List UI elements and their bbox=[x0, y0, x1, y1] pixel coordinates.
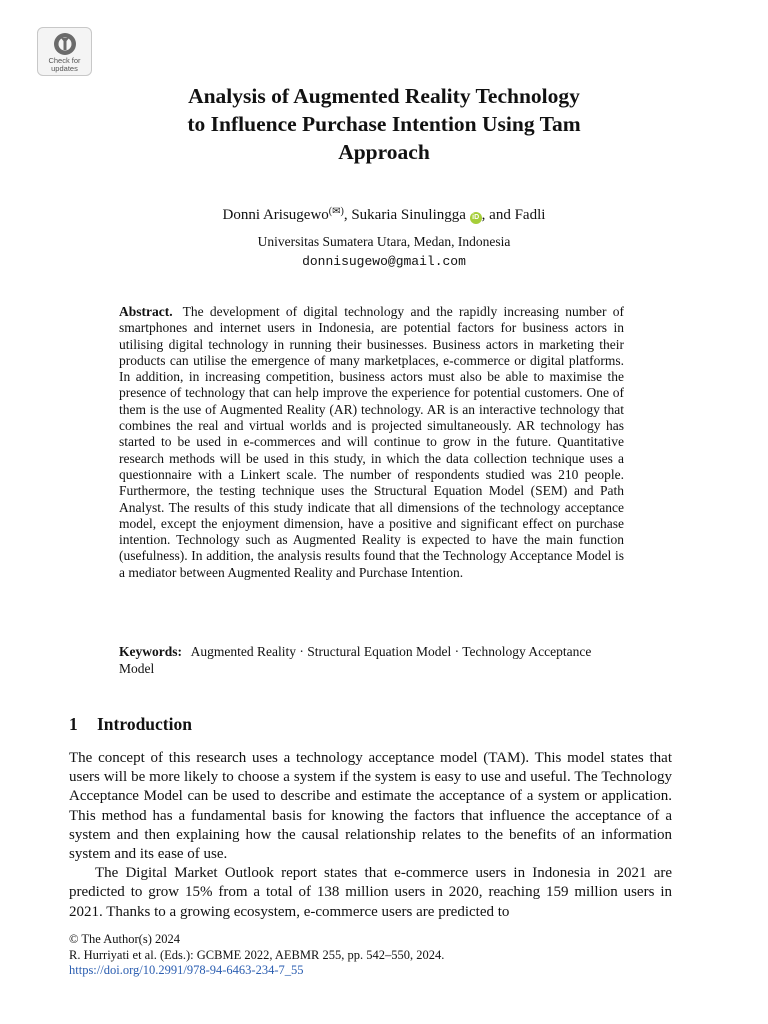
citation: R. Hurriyati et al. (Eds.): GCBME 2022, AEBMR 255, pp. 542–550, 2024. bbox=[69, 947, 445, 962]
title-line-2: to Influence Purchase Intention Using Tam bbox=[187, 112, 581, 136]
abstract-text: The development of digital technology and the rapidly increasing number of smartphones and internet users in Indonesia, are potential factors for business actors in utilising digital technology in running their businesses. Business actors in marketing their products can utilise the emergence of many marketplaces, e-commerce or digital platforms. In addition, in increasing competition, business actors must also be able to maximise the presence of technology that can help improve the experience for potential customers. One of them is the use of Augmented Reality (AR) technology. AR is an interactive technology that combines the real and virtual worlds and is projected simultaneously. AR technology has started to be used in e-commerces and will continue to grow in the future. Quantitative research methods will be used in this study, in which the data collection technique uses a questionnaire with a Linkert scale. The number of respondents studied was 210 people. Furthermore, the testing technique uses the Structural Equation Model (SEM) and Path Analyst. The results of this study indicate that all dimensions of the technology acceptance model, except the enjoyment dimension, have a positive and significant effect on purchase intention. Technology such as Augmented Reality is expected to have the main function (usefulness). In addition, the analysis results found that the Technology Acceptance Model is a mediator between Augmented Reality and Purchase Intention. bbox=[119, 304, 624, 580]
corresponding-email-icon[interactable]: (✉) bbox=[328, 206, 344, 217]
author-list bbox=[100, 202, 668, 225]
paper-title bbox=[100, 82, 668, 166]
section-heading bbox=[69, 713, 699, 735]
author-email[interactable]: donnisugewo@gmail.com bbox=[302, 254, 466, 269]
author-name: Donni Arisugewo bbox=[222, 207, 329, 223]
abstract-label: Abstract. bbox=[119, 304, 173, 319]
check-updates-icon bbox=[52, 31, 78, 57]
footer bbox=[69, 932, 699, 979]
affiliation: Universitas Sumatera Utara, Medan, Indonesia bbox=[257, 234, 511, 249]
abstract bbox=[119, 304, 624, 581]
paragraph: The Digital Market Outlook report states that e-commerce users in Indonesia in 2021 are predicted to grow 15% from a total of 138 million users in 2020, reaching 159 million users in 2021. Thanks to a growing ecosystem, e-commerce users are predicted to bbox=[69, 865, 672, 920]
badge-label-1: Check for bbox=[48, 56, 81, 65]
section-title: Introduction bbox=[97, 714, 192, 734]
title-line-3: Approach bbox=[338, 140, 430, 164]
keywords bbox=[119, 643, 624, 677]
title-line-1: Analysis of Augmented Reality Technology bbox=[188, 84, 580, 108]
body-text bbox=[69, 749, 672, 922]
badge-label-2: updates bbox=[51, 64, 78, 73]
author-separator: , bbox=[343, 207, 352, 223]
keywords-label: Keywords: bbox=[119, 644, 182, 659]
paragraph: The concept of this research uses a technology acceptance model (TAM). This model states that users will be more likely to choose a system if the system is easy to use and useful. The Technology Acceptance Model can be used to describe and estimate the acceptance of a system or application. This method has a fundamental basis for knowing the factors that influence the acceptance of a system and then explaining how the causal relationship relates to the benefits of an information system and its ease of use. bbox=[69, 750, 672, 863]
check-for-updates-badge[interactable] bbox=[37, 27, 92, 76]
keywords-text: Augmented Reality · Structural Equation Model · Technology Acceptance Model bbox=[119, 644, 592, 676]
author-separator: , and bbox=[481, 207, 515, 223]
copyright: © The Author(s) 2024 bbox=[69, 932, 180, 946]
author-name: Fadli bbox=[514, 207, 546, 223]
orcid-icon[interactable]: iD bbox=[470, 212, 482, 224]
author-name: Sukaria Sinulingga bbox=[351, 207, 466, 223]
section-number: 1 bbox=[69, 714, 78, 734]
doi-link[interactable]: https://doi.org/10.2991/978-94-6463-234-7_55 bbox=[69, 963, 304, 977]
